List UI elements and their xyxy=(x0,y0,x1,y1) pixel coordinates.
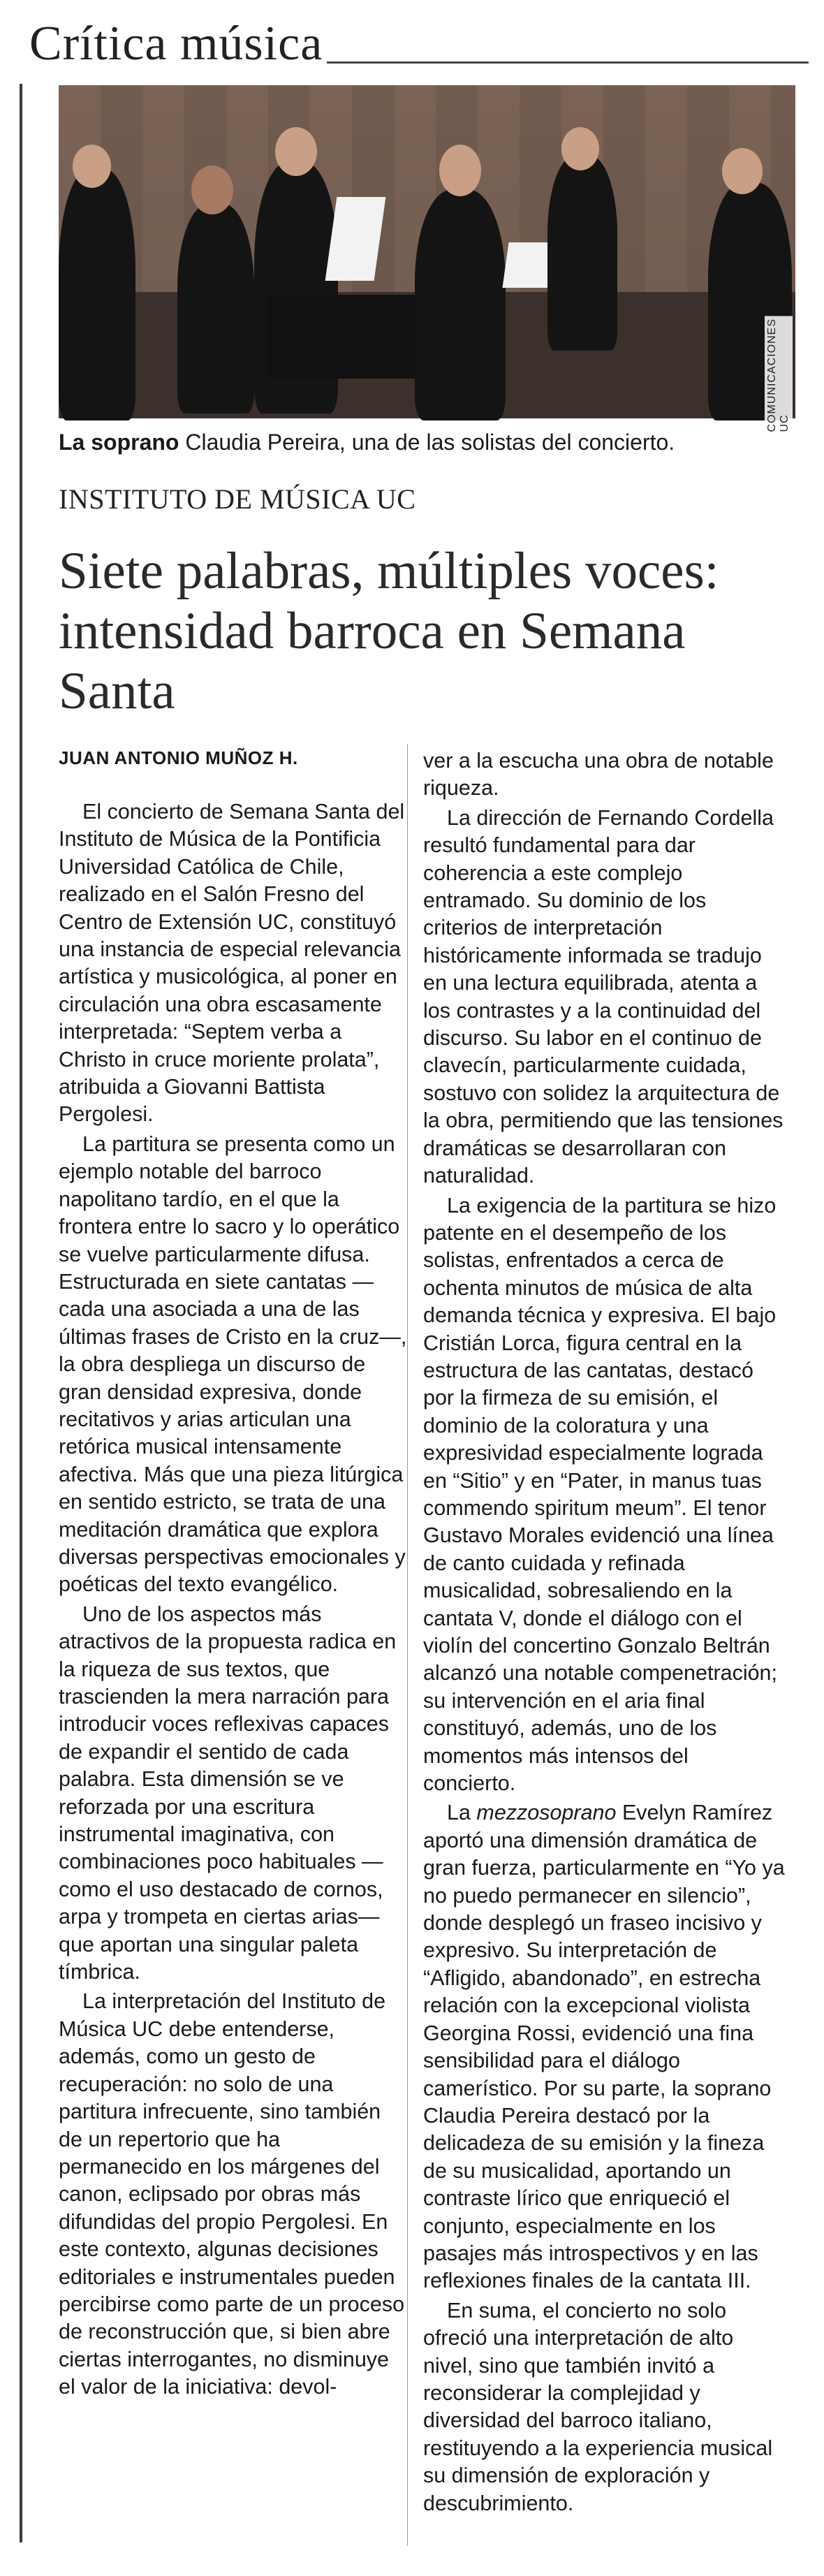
section-header xyxy=(20,13,809,75)
musician-figure xyxy=(177,204,254,414)
body-paragraph: Uno de los aspectos más atractivos de la propuesta radica en la riqueza de sus textos, que trascienden la mera narración para introducir voces reflexivas capaces de expandir el sentido de cada palabra. Esta dimensión se ve reforzada por una escritura instrumental imaginativa, con combinaciones poco habituales —como el uso destacado de cornos, arpa y trompeta en ciertas arias— que aportan una singular paleta tímbrica. xyxy=(59,1602,397,1984)
musician-head xyxy=(561,127,599,170)
musician-head xyxy=(275,127,317,176)
body-paragraph: La partitura se presenta como un ejemplo notable del barroco napolitano tardío, en el que la frontera entre lo sacro y lo operático se vuelve particularmente difusa. Estructurada en siete cantatas —cada una asociada a una de las últimas frases de Cristo en la cruz—, la obra despliega un discurso de gran densidad expresiva, donde recitativos y arias articulan una retórica musical intensamente afectiva. Más que una pieza litúrgica en sentido estricto, se trata de una meditación dramática que explora diversas perspectivas emocionales y poéticas del texto evangélico. xyxy=(59,1132,407,1597)
body-paragraph-continuation: ver a la escucha una obra de notable riqueza. xyxy=(423,749,774,800)
musician-figure xyxy=(547,155,617,351)
byline: JUAN ANTONIO MUÑOZ H. xyxy=(59,747,298,768)
body-paragraph xyxy=(423,1799,786,2295)
mezzo-italic: mezzosoprano xyxy=(476,1801,617,1825)
section-rule xyxy=(327,61,809,64)
musician-figure xyxy=(59,169,135,420)
body-paragraph: En suma, el concierto no solo ofreció una interpretación de alto nivel, sino que también invitó a reconsiderar la complejidad y diversidad del barroco italiano, restituyendo a la experiencia musical su dimensión de exploración y descubrimiento. xyxy=(423,2298,773,2515)
article-headline: Siete palabras, múltiples voces: intensidad barroca en Semana Santa xyxy=(59,542,719,720)
left-margin-rule xyxy=(20,84,22,2542)
section-title: Crítica música xyxy=(29,17,323,71)
musician-head xyxy=(73,145,111,188)
caption-lead: La soprano xyxy=(59,430,179,455)
body-paragraph: La interpretación del Instituto de Música UC debe entenderse, además, como un gesto de recuperación: no solo de una partitura infrecuente, sino también de un repertorio que ha permanecido en los márgenes del canon, eclipsado por obras más difundidas del propio Pergolesi. En este contexto, algunas decisiones editoriales e instrumentales pueden percibirse como parte de un proceso de reconstrucción que, si bien abre ciertas interrogantes, no disminuye el valor de la iniciativa: devol- xyxy=(59,1989,405,2399)
body-paragraph: La dirección de Fernando Cordella resultó fundamental para dar coherencia a este complejo entramado. Su dominio de los criterios de interpretación históricamente informada se tradujo en una lectura equilibrada, atenta a los contrastes y a la continuidad del discurso. Su labor en el continuo de clavecín, particularmente cuidada, sostuvo con solidez la arquitectura de la obra, permitiendo que las tensiones dramáticas se desarrollaran con naturalidad. xyxy=(423,805,783,1188)
musician-head xyxy=(722,148,763,194)
mezzo-lead: La xyxy=(447,1801,477,1825)
musician-head xyxy=(191,166,233,214)
body-paragraph: La exigencia de la partitura se hizo patente en el desempeño de los solistas, enfrentados a cerca de ochenta minutos de música de alta demanda técnica y expresiva. El bajo Cristián Lorca, figura central en la estructura de las cantatas, destacó por la firmeza de su emisión, el dominio de la coloratura y una expresividad especialmente lograda en “Sitio” y en “Pater, in manus tuas commendo spiritum meum”. El tenor Gustavo Morales evidenció una línea de canto cuidada y refinada musicalidad, sobresaliendo en la cantata V, donde el diálogo con el violín del concertino Gonzalo Beltrán alcanzó una notable compenetración; su intervención en el aria final constituyó, además, uno de los momentos más intensos del concierto. xyxy=(423,1193,777,1796)
caption-text: Claudia Pereira, una de las solistas del concierto. xyxy=(179,430,675,455)
photo-caption xyxy=(59,427,799,457)
article-column-right xyxy=(423,747,786,2519)
column-divider xyxy=(407,744,408,2546)
body-paragraph: El concierto de Semana Santa del Instituto de Música de la Pontificia Universidad Católica de Chile, realizado en el Salón Fresno del Centro de Extensión UC, constituyó una instancia de especial relevancia artística y musicológica, al poner en circulación una obra escasamente interpretada: “Septem verba a Christo in cruce moriente prolata”, atribuida a Giovanni Battista Pergolesi. xyxy=(59,800,405,1127)
article-kicker: INSTITUTO DE MÚSICA UC xyxy=(59,483,416,515)
article-column-left xyxy=(59,744,408,2403)
photo-credit: COMUNICACIONES UC xyxy=(765,316,793,434)
soprano-head xyxy=(439,145,481,196)
soprano-figure xyxy=(415,190,506,420)
mezzo-rest: Evelyn Ramírez aportó una dimensión dramática de gran fuerza, particularmente en “Yo ya no puedo permanecer en silencio”, donde desplegó un fraseo incisivo y expresivo. Su interpretación de “Afligido, abandonado”, en estrecha relación con la excepcional violista Georgina Rossi, evidenció una fina sensibilidad para el diálogo camerístico. Por su parte, la soprano Claudia Pereira destacó por la delicadeza de su emisión y la fineza de su musicalidad, aportando un contraste lírico que enriqueció el conjunto, especialmente en los pasajes más introspectivos y en las reflexiones finales de la cantata III. xyxy=(423,1801,785,2293)
article-photo xyxy=(59,85,795,432)
